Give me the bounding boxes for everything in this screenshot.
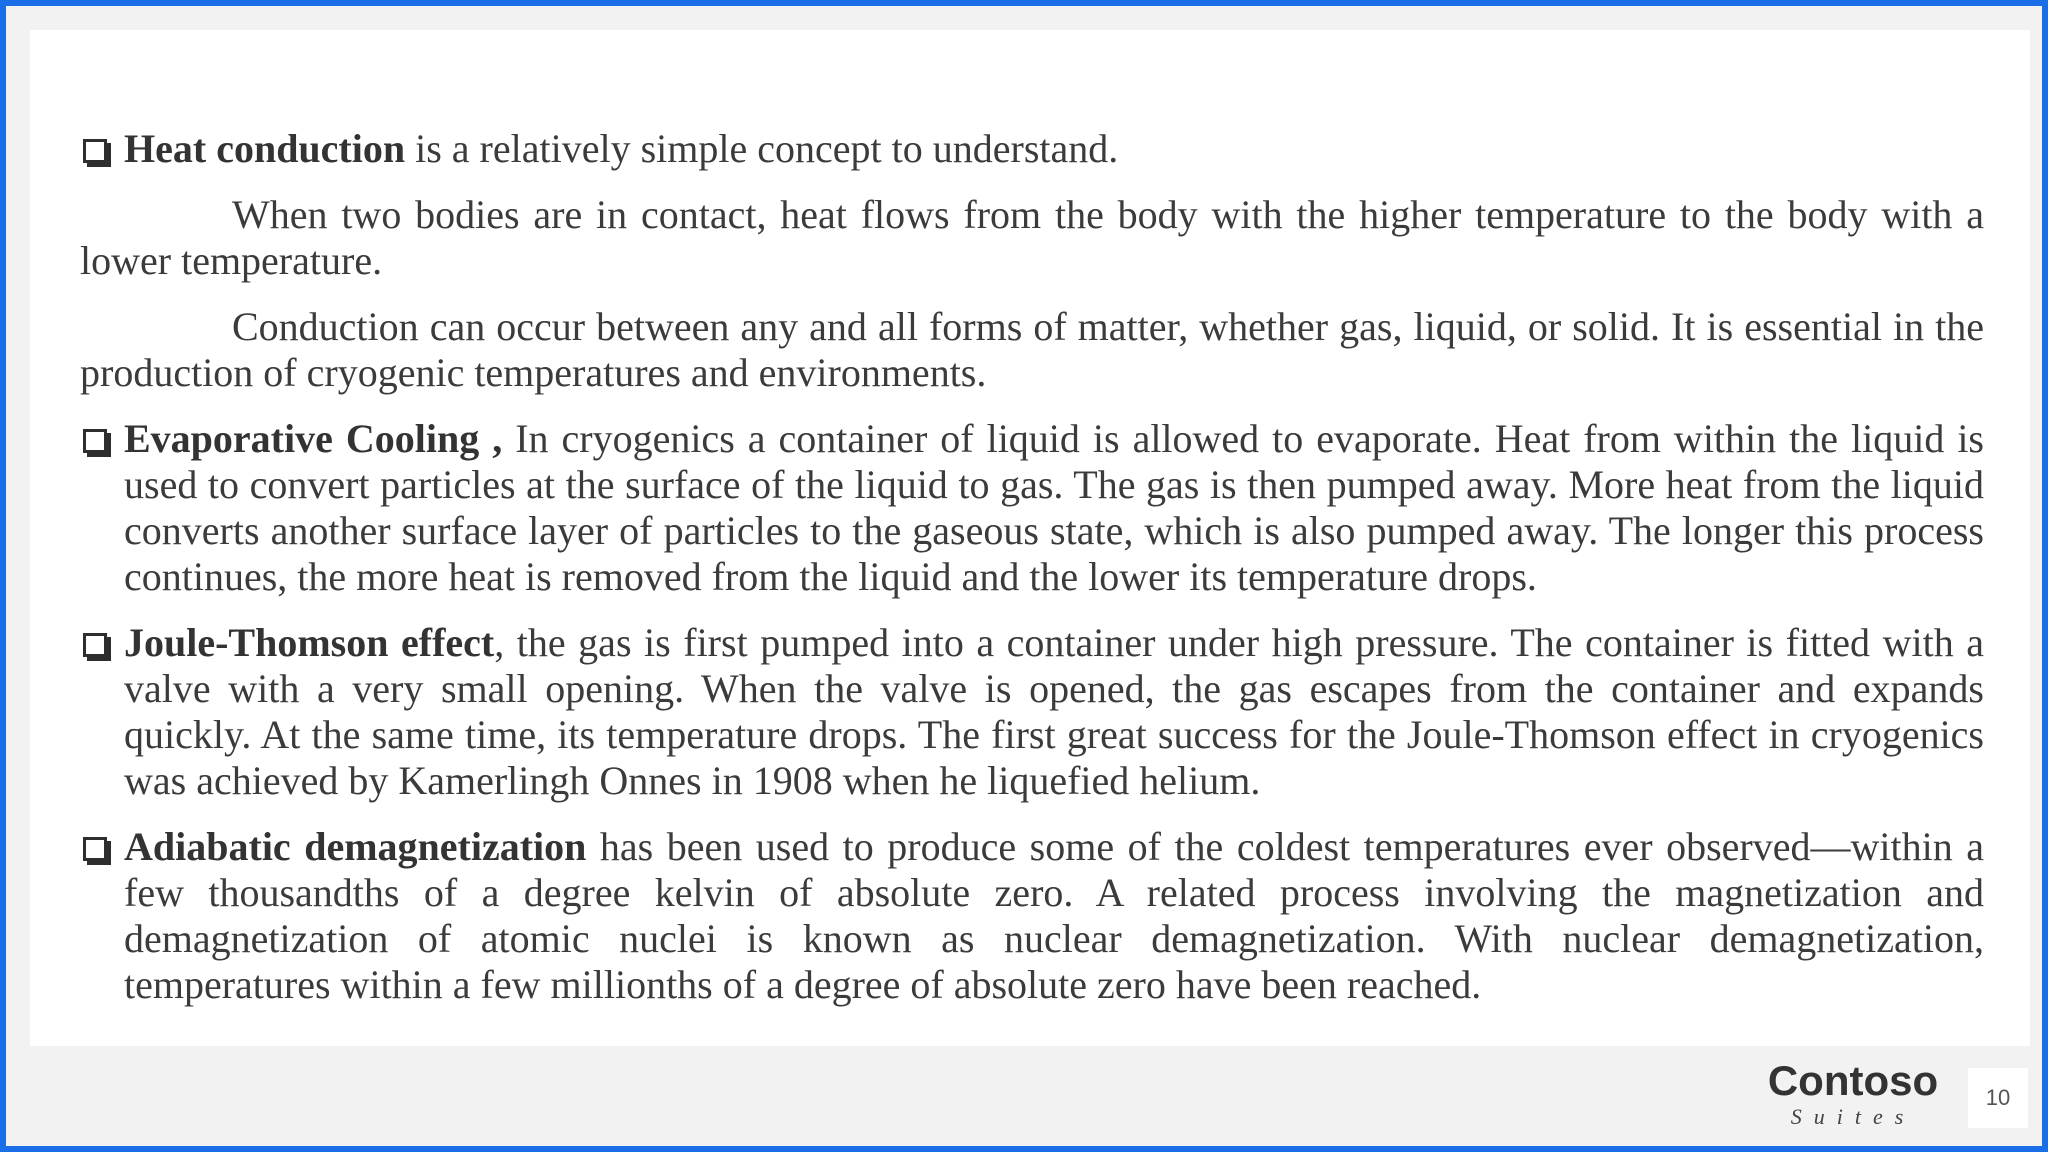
- page-number: 10: [1968, 1068, 2028, 1128]
- brand-name: Contoso: [1767, 1057, 1939, 1104]
- brand-logo: [1760, 1058, 1946, 1130]
- checkbox-icon: [83, 139, 107, 163]
- term-heat-conduction: Heat conduction: [124, 126, 406, 171]
- checkbox-icon: [83, 633, 107, 657]
- slide-content: [80, 126, 1984, 1028]
- term-evaporative-cooling: Evaporative Cooling ,: [124, 416, 503, 461]
- bullet-heat-conduction: [80, 126, 1984, 172]
- brand-subtitle: Suites: [1790, 1104, 1916, 1129]
- text-evaporative-cooling: In cryogenics a container of liquid is allowed to evaporate. Heat from within the liquid is used to convert particles at the surface of the liquid to gas. The gas is then pumped away. More heat from the liquid converts another surface layer of particles to the gaseous state, which is also pumped away. The longer this process continues, the more heat is removed from the liquid and the lower its temperature drops.: [124, 416, 1984, 599]
- term-joule-thomson: Joule-Thomson effect: [124, 620, 495, 665]
- term-adiabatic-demagnetization: Adiabatic demagnetization: [124, 824, 587, 869]
- text-joule-thomson: , the gas is first pumped into a container under high pressure. The container is fitted with a valve with a very small opening. When the valve is opened, the gas escapes from the container and expands quickly. At the same time, its temperature drops. The first great success for the Joule-Thomson effect in cryogenics was achieved by Kamerlingh Onnes in 1908 when he liquefied helium.: [124, 620, 1984, 803]
- text-heat-conduction: is a relatively simple concept to understand.: [405, 126, 1119, 171]
- paragraph-heat-flow: When two bodies are in contact, heat flows from the body with the higher temperature to the body with a lower temperature.: [80, 192, 1984, 283]
- bullet-joule-thomson: [80, 620, 1984, 804]
- text-adiabatic-demagnetization: has been used to produce some of the coldest temperatures ever observed—within a few thousandths of a degree kelvin of absolute zero. A related process involving the magnetization and demagnetization of atomic nuclei is known as nuclear demagnetization. With nuclear demagnetization, temperatures within a few millionths of a degree of absolute zero have been reached.: [124, 824, 1985, 1007]
- bullet-evaporative-cooling: [80, 416, 1984, 600]
- checkbox-icon: [83, 429, 107, 453]
- checkbox-icon: [83, 837, 107, 861]
- bullet-adiabatic-demagnetization: [80, 824, 1984, 1008]
- paragraph-conduction-matter: Conduction can occur between any and all forms of matter, whether gas, liquid, or solid. It is essential in the production of cryogenic temperatures and environments.: [80, 304, 1984, 395]
